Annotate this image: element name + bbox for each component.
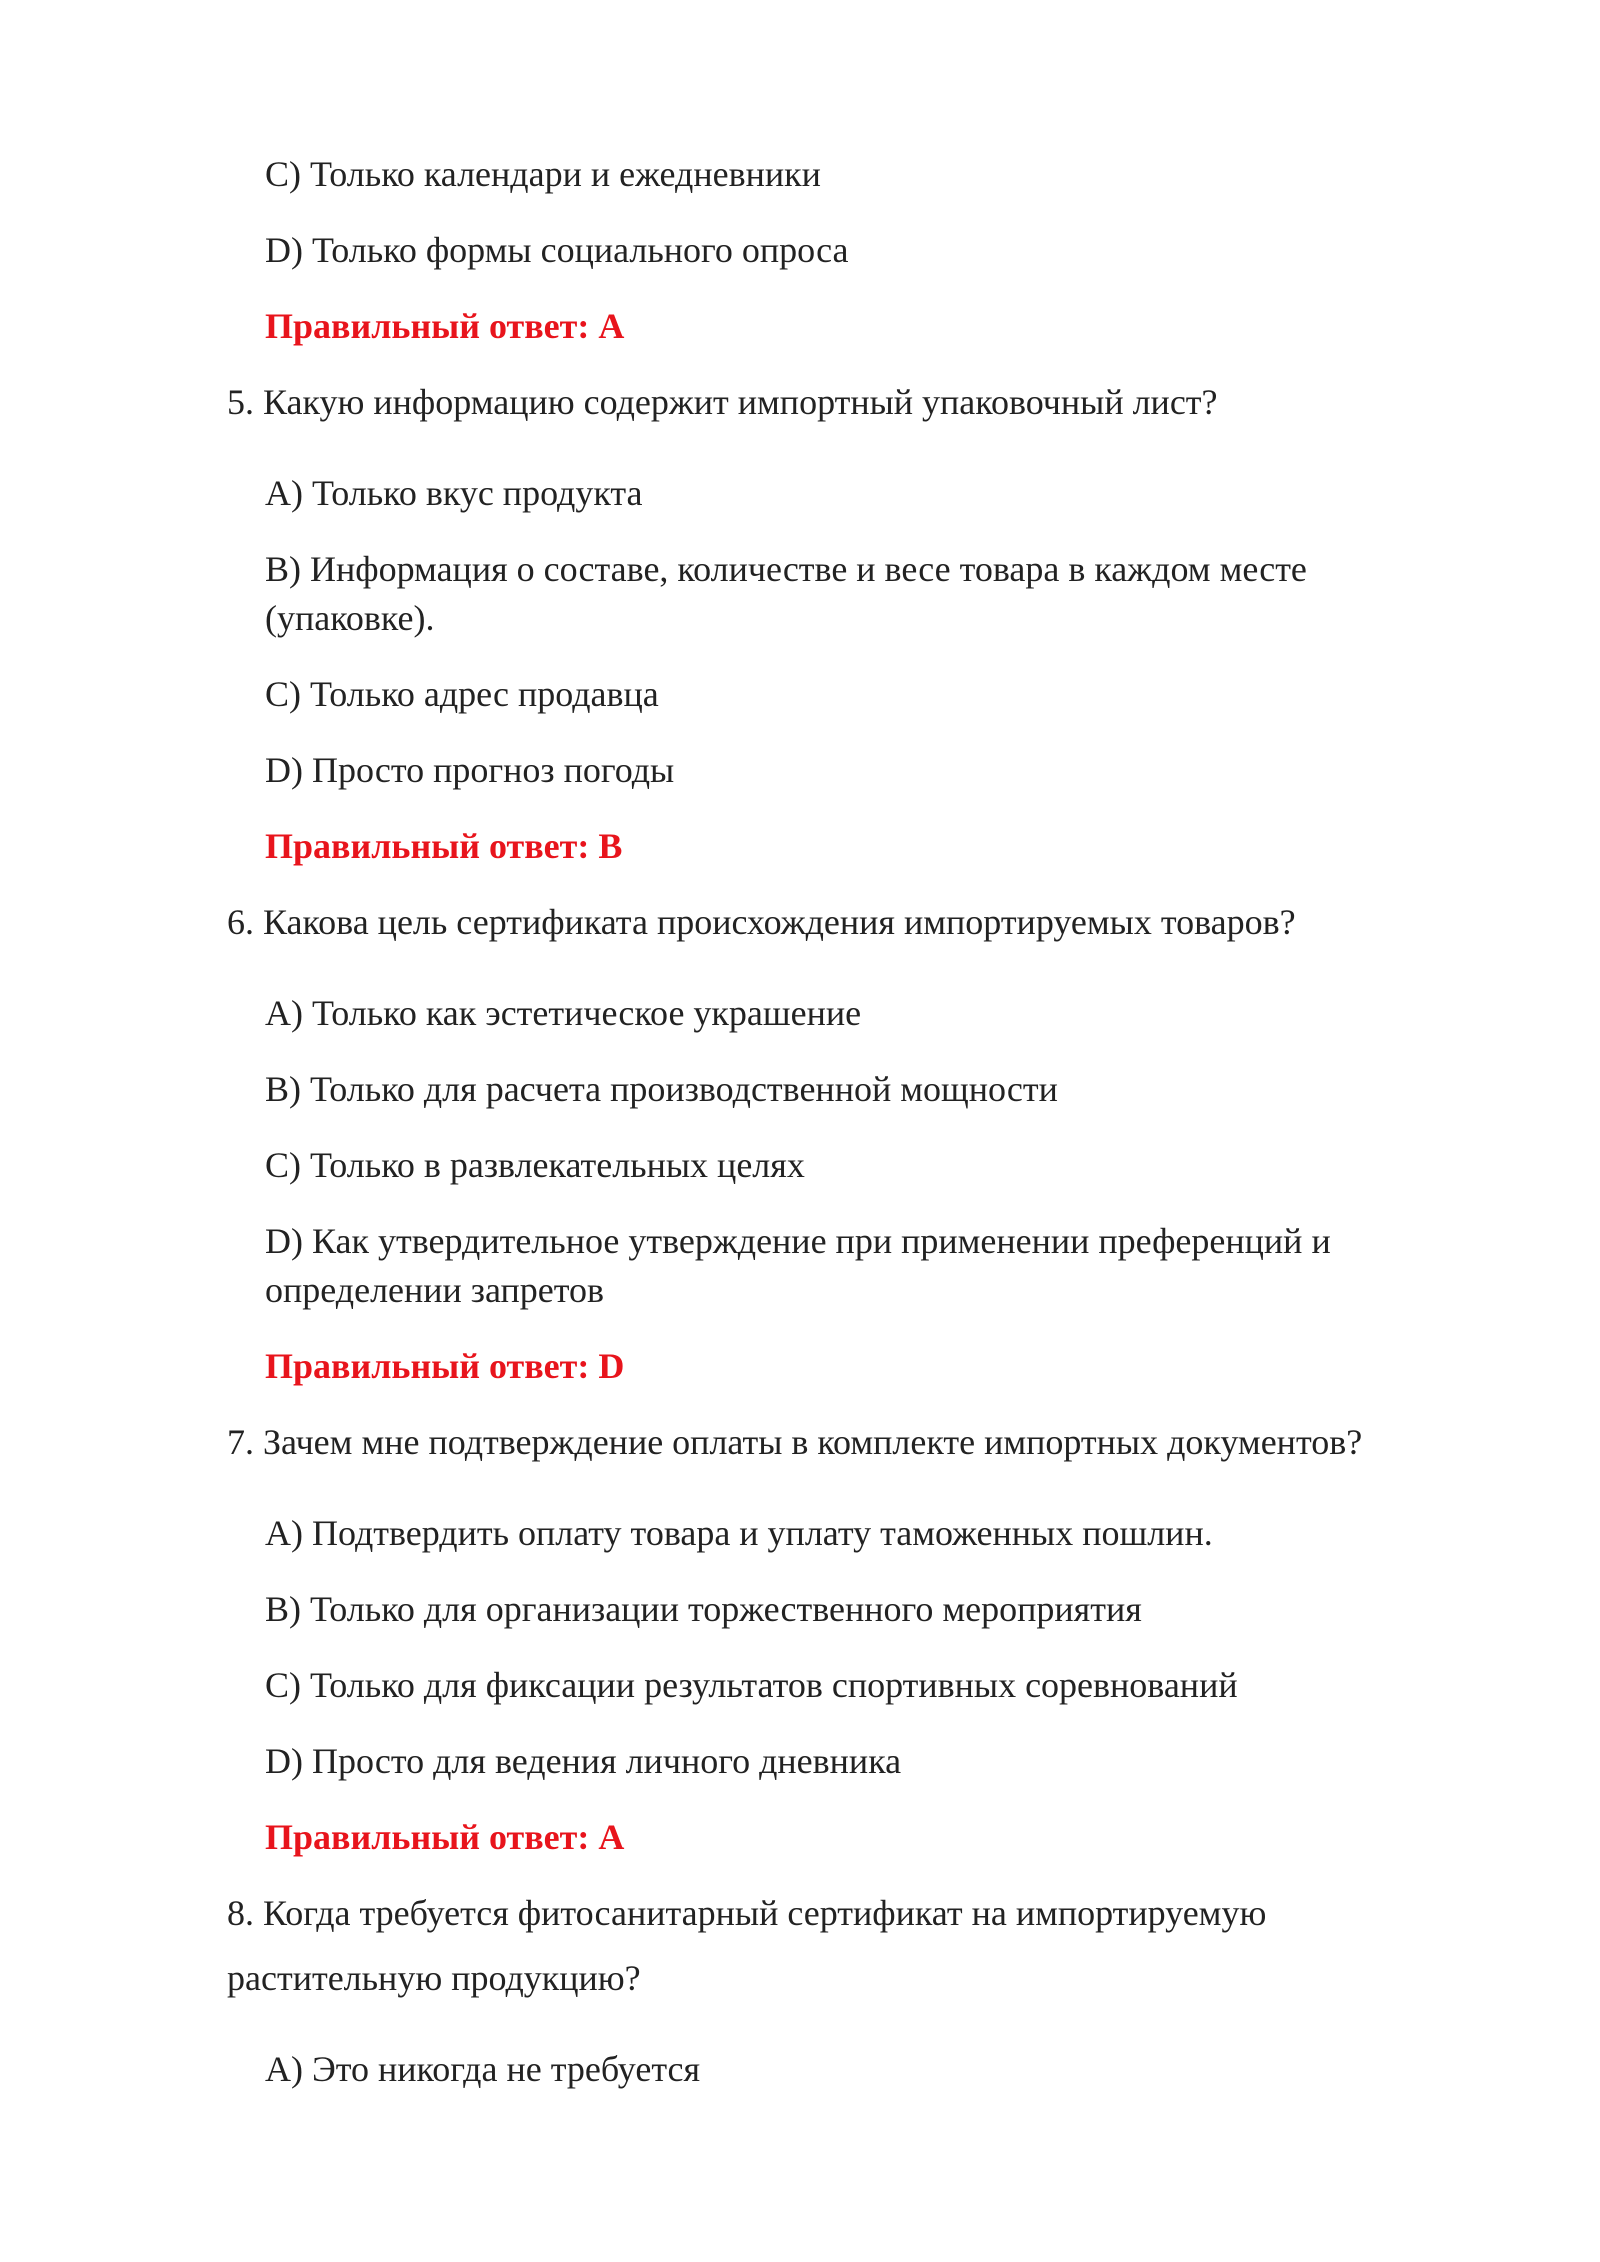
option-text: C) Только в развлекательных целях xyxy=(265,1145,805,1185)
option-text: D) Просто для ведения личного дневника xyxy=(265,1741,902,1781)
question-text: 8. Когда требуется фитосанитарный сертификат на импортируемую xyxy=(227,1893,1267,1933)
option-text: C) Только для фиксации результатов спортивных соревнований xyxy=(265,1665,1238,1705)
option-text: D) Просто прогноз погоды xyxy=(265,750,675,790)
correct-answer: Правильный ответ: A xyxy=(265,1817,625,1857)
correct-answer: Правильный ответ: D xyxy=(265,1346,625,1386)
option-text: определении запретов xyxy=(265,1270,605,1310)
question-text: 6. Какова цель сертификата происхождения импортируемых товаров? xyxy=(227,902,1296,942)
option-text: A) Только как эстетическое украшение xyxy=(265,993,862,1033)
option-text: A) Только вкус продукта xyxy=(265,473,643,513)
option-text: D) Как утвердительное утверждение при применении преференций и xyxy=(265,1221,1331,1261)
option-text: (упаковке). xyxy=(265,598,435,638)
option-text: D) Только формы социального опроса xyxy=(265,230,849,270)
option-text: C) Только календари и ежедневники xyxy=(265,154,821,194)
question-text: растительную продукцию? xyxy=(227,1958,641,1998)
option-text: C) Только адрес продавца xyxy=(265,674,659,714)
correct-answer: Правильный ответ: A xyxy=(265,306,625,346)
option-text: A) Подтвердить оплату товара и уплату таможенных пошлин. xyxy=(265,1513,1213,1553)
question-text: 7. Зачем мне подтверждение оплаты в комплекте импортных документов? xyxy=(227,1422,1363,1462)
correct-answer: Правильный ответ: B xyxy=(265,826,623,866)
question-text: 5. Какую информацию содержит импортный упаковочный лист? xyxy=(227,382,1218,422)
option-text: B) Только для организации торжественного мероприятия xyxy=(265,1589,1142,1629)
option-text: B) Информация о составе, количестве и весе товара в каждом месте xyxy=(265,549,1307,589)
option-text: A) Это никогда не требуется xyxy=(265,2049,701,2089)
option-text: B) Только для расчета производственной мощности xyxy=(265,1069,1058,1109)
